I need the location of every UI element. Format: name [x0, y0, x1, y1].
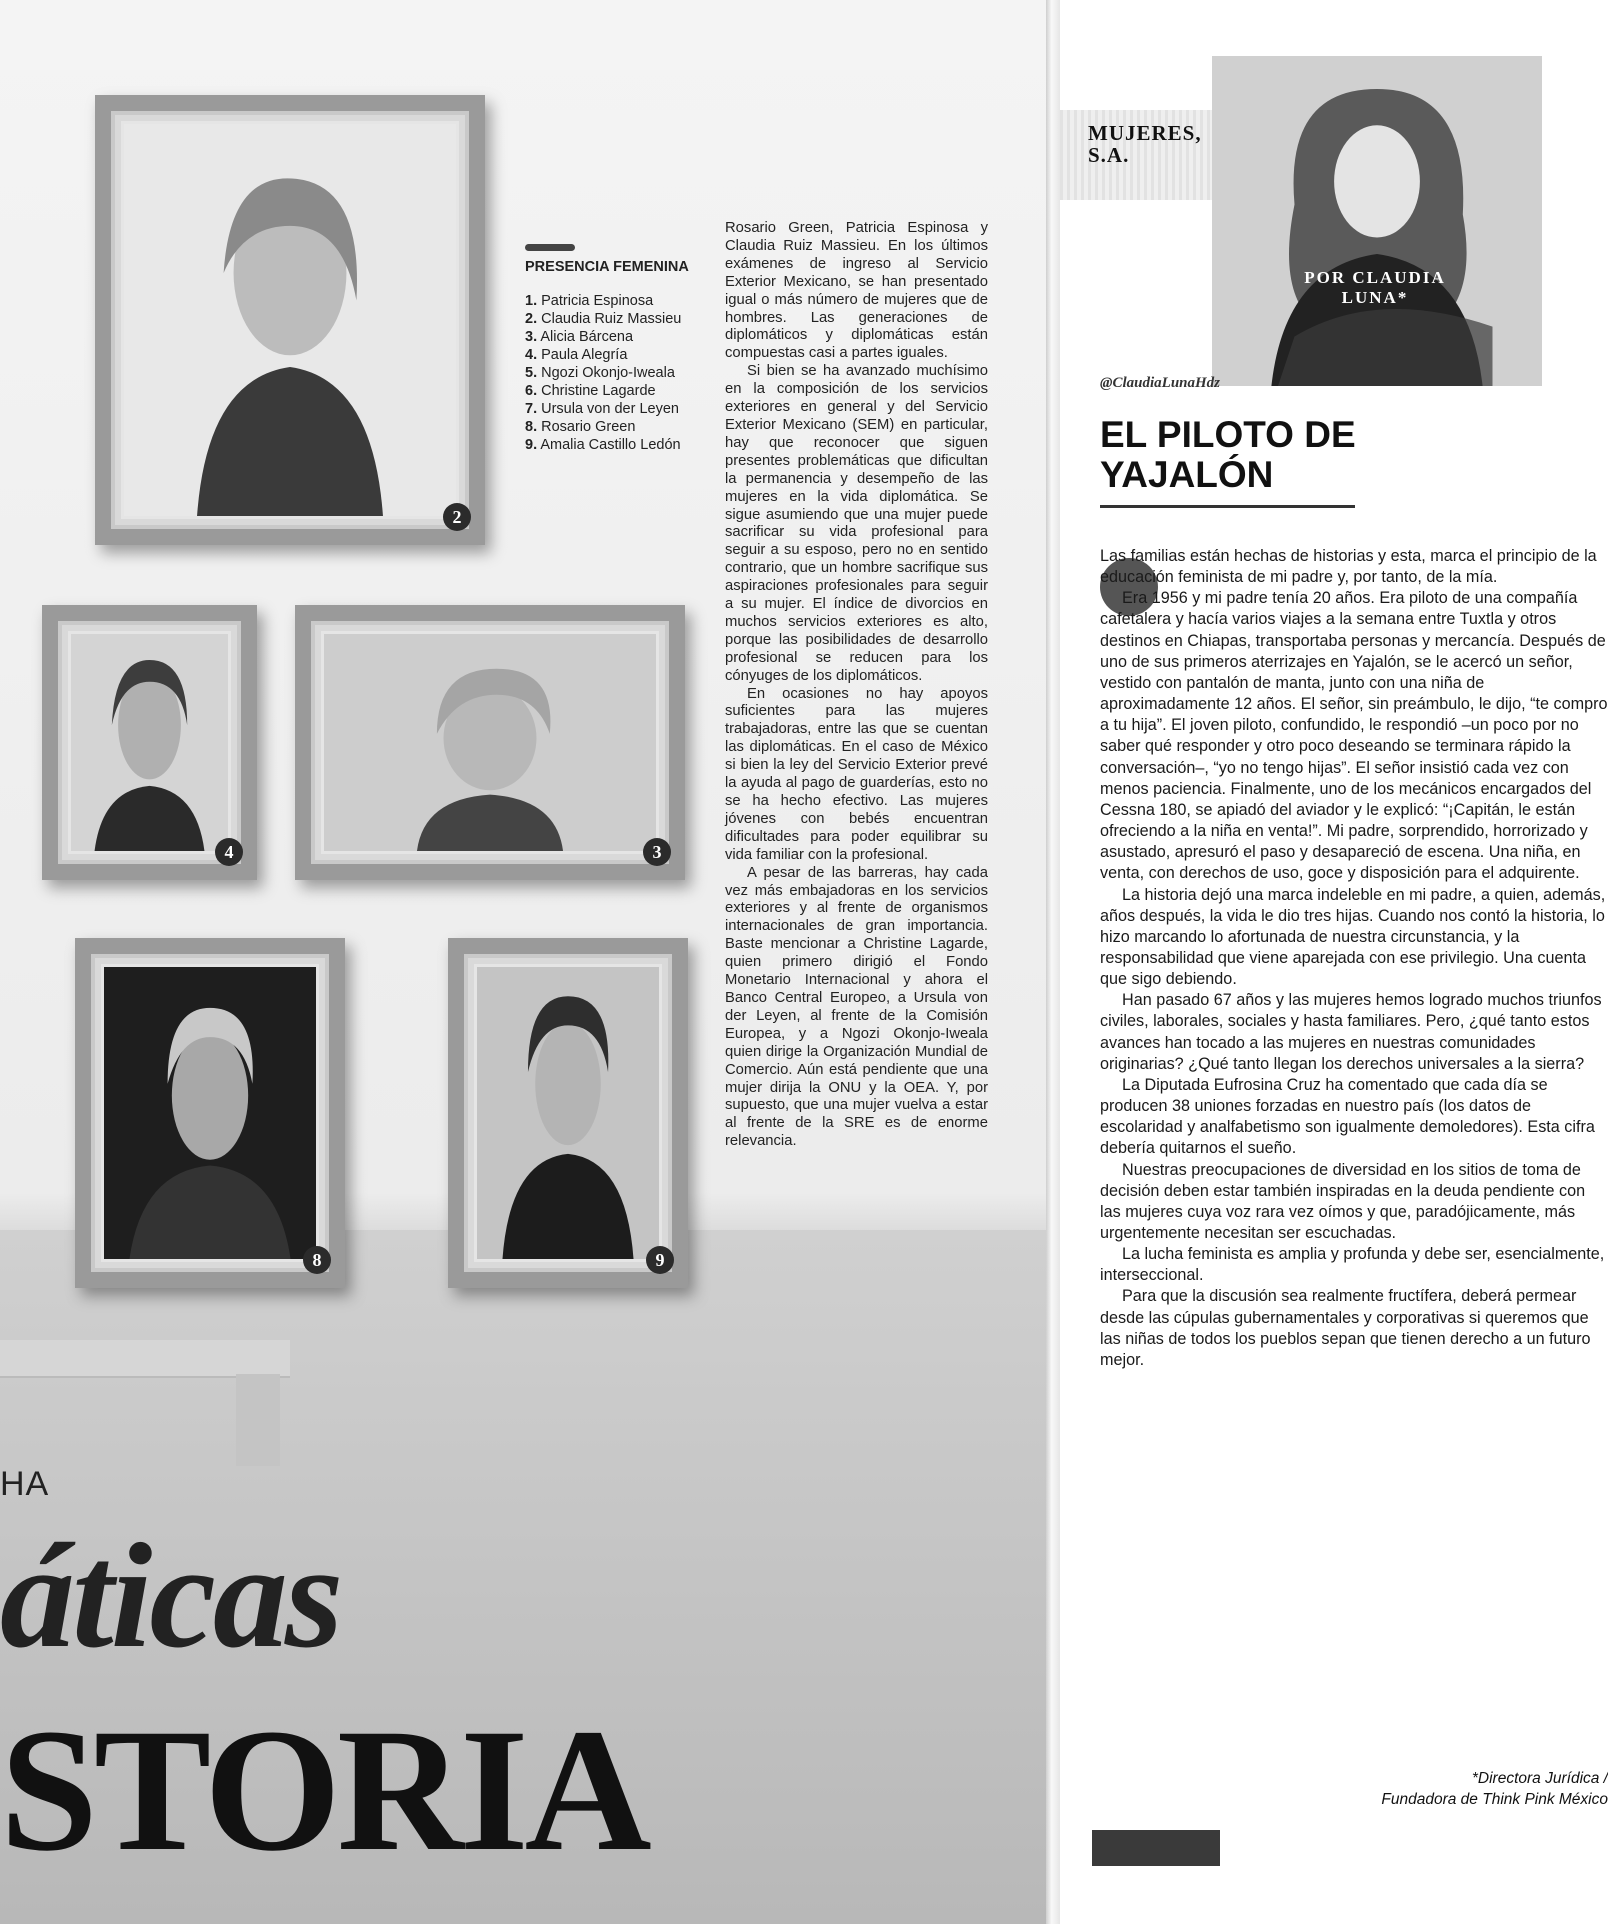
- portrait-frame-2: [95, 95, 485, 545]
- list-item: 2. Claudia Ruiz Massieu: [525, 311, 682, 327]
- title-rule: [1100, 505, 1355, 508]
- paragraph: A pesar de las barreras, hay cada vez más embajadoras en los servicios exteriores y al frente de organismos internacionales de gran importancia. Baste mencionar a Christine Lagarde, quien primero dirigió el Fondo Monetario Internacional y ahora el Banco Central Europeo, a Ursula von der Leyen, al frente de la Comisión Europea, y a Ngozi Okonjo-Iweala quien dirige la Organización Mundial de Comercio. Aún está pendiente que una mujer dirija la ONU y la OEA. Y, por supuesto, que una mujer vuelva a estar al frente de la SRE es de enorme relevancia.: [725, 864, 988, 1150]
- paragraph: Nuestras preocupaciones de diversidad en los sitios de toma de decisión deben estar también inspiradas en la deuda pendiente con las mujeres cuya voz rara vez oímos y que, paradójicamente, más urgentemente necesitan ser escuchadas.: [1100, 1160, 1586, 1242]
- paragraph: La Diputada Eufrosina Cruz ha comentado que cada día se producen 38 uniones forzadas en nuestro país (los datos de escolaridad y analfabetismo son igualmente demoledores). Esta cifra debería quitarnos el sueño.: [1100, 1075, 1595, 1158]
- list-item: 4. Paula Alegría: [525, 347, 628, 363]
- paragraph: Rosario Green, Patricia Espinosa y Claudia Ruiz Massieu. En los últimos exámenes de ingreso al Servicio Exterior Mexicano, se han presentado igual o más número de mujeres que de hombres. Las generaciones de diplomáticos y diplomáticas están compuestas casi a partes iguales.: [725, 220, 988, 362]
- gallery-bench: [0, 1340, 290, 1378]
- page-fold: [1046, 0, 1060, 1924]
- signature-line: *Directora Jurídica /: [1471, 1770, 1608, 1787]
- author-photo-icon: [1212, 56, 1542, 386]
- column-body: [1100, 546, 1608, 1371]
- paragraph: Para que la discusión sea realmente fructífera, deberá permear desde las cúpulas gubernamentales y corporativas si queremos que las niñas de todos los pueblos sepan que tienen derecho a un futuro mejor.: [1100, 1287, 1591, 1369]
- left-article-column: [725, 220, 988, 1151]
- frame-number: 3: [643, 838, 671, 866]
- lead-paragraph: Las familias están hechas de historias y esta, marca el principio de la educación feminista de mi padre y, por tanto, de la mía.: [1100, 547, 1597, 587]
- list-item: 6. Christine Lagarde: [525, 383, 656, 399]
- box-title: PRESENCIA FEMENINA: [525, 259, 689, 275]
- paragraph: Si bien se ha avanzado muchísimo en la composición de los servicios exteriores en general y del Servicio Exterior Mexicano (SEM) en particular, hay que reconocer que siguen presentes problemáticas que dificultan la permanencia y desempeño de las mujeres en la vida diplomática. Se sigue asumiendo que una mujer puede sacrificar su vida profesional para seguir a su esposo, pero no en sentido contrario, que un hombre sacrifique sus aspiraciones profesionales para seguir a su mujer. El índice de divorcios en muchos servicios exteriores es alto, porque las posibilidades de desarrollo profesional se reducen para los cónyuges de los diplomáticos.: [725, 363, 988, 684]
- portrait-icon: [477, 967, 659, 1259]
- headline-kicker: HA: [0, 1465, 50, 1503]
- author-signature: [1100, 1768, 1608, 1810]
- portrait-icon: [124, 124, 456, 516]
- box-accent-bar: [525, 244, 575, 251]
- paragraph: Han pasado 67 años y las mujeres hemos logrado muchos triunfos civiles, laborales, sociales y hasta familiares. Pero, ¿qué tanto estos avances han tocado a las mujeres en nuestras comunidades originarias? ¿Qué tanto llegan los derechos universales a la sierra?: [1100, 991, 1602, 1073]
- portrait-icon: [104, 967, 316, 1259]
- frame-number: 4: [215, 838, 243, 866]
- author-handle: @ClaudiaLunaHdz: [1100, 375, 1221, 391]
- portrait-frame-8: [75, 938, 345, 1288]
- list-item: 8. Rosario Green: [525, 419, 636, 435]
- author-portrait: [1212, 56, 1542, 386]
- paragraph: Era 1956 y mi padre tenía 20 años. Era piloto de una compañía cafetalera y hacía varios viajes a la semana entre Tuxtla y otros destinos en Chiapas, transportaba personas y mercancía. Después de uno de sus primeros aterrizajes en Yajalón, se le acercó un señor, vestido con pantalón de manta, junto con una niña de aproximadamente 12 años. El señor, sin preámbulo, le dijo, “te compro a tu hija”. El joven piloto, confundido, le respondió –un poco por no saber qué responder y otro poco deseando se terminara rápido la conversación–, “yo no tengo hijas”. El señor insistió cada vez con menos paciencia. Finalmente, uno de los mecánicos encargados del Cessna 180, se apiadó del aviador y le explicó: “¡Capitán, le están ofreciendo a la niña en venta!”. Mi padre, sorprendido, horrorizado y asustado, apresuró el paso y desapareció de escena. Una niña, en venta, con derechos de uso, goce y disposición para el adquirente.: [1100, 589, 1608, 883]
- paragraph: En ocasiones no hay apoyos suficientes para las mujeres trabajadoras, entre las que se cuentan las diplomáticas. En el caso de México si bien la ley del Servicio Exterior prevé la ayuda al pago de guarderías, esto no se ha hecho efectivo. Las mujeres jóvenes con bebés encuentran dificultades para poder equilibrar su vida familiar con la profesional.: [725, 685, 988, 863]
- column-title: EL PILOTO DE YAJALÓN: [1100, 414, 1356, 495]
- frame-number: 8: [303, 1246, 331, 1274]
- portrait-frame-4: [42, 605, 257, 880]
- presencia-femenina-box: [525, 244, 690, 454]
- headline-line-1: áticas: [0, 1513, 341, 1679]
- opinion-column-page: [1060, 0, 1608, 1924]
- portrait-icon: [324, 634, 656, 851]
- portrait-frame-3: [295, 605, 685, 880]
- list-item: 3. Alicia Bárcena: [525, 329, 634, 345]
- list-item: 9. Amalia Castillo Ledón: [525, 437, 681, 453]
- paragraph: La lucha feminista es amplia y profunda y debe ser, esencialmente, interseccional.: [1100, 1245, 1605, 1285]
- end-bar: [1092, 1830, 1220, 1866]
- headline-line-2: STORIA: [0, 1693, 648, 1888]
- names-list: [525, 292, 690, 454]
- frame-number: 9: [646, 1246, 674, 1274]
- portrait-icon: [71, 634, 228, 851]
- byline: POR CLAUDIA LUNA*: [1304, 268, 1446, 307]
- section-name: MUJERES, S.A.: [1088, 121, 1202, 167]
- list-item: 5. Ngozi Okonjo-Iweala: [525, 365, 675, 381]
- paragraph: La historia dejó una marca indeleble en mi padre, a quien, además, años después, la vida le dio tres hijas. Cuando nos contó la historia, lo hizo marcando lo afortunada de nuestra circunstancia, y la responsabilidad que viene aparejada con ese privilegio. Una cuenta que sigo debiendo.: [1100, 885, 1606, 989]
- frame-number: 2: [443, 503, 471, 531]
- gallery-bench-leg: [236, 1374, 280, 1466]
- portrait-frame-9: [448, 938, 688, 1288]
- list-item: 7. Ursula von der Leyen: [525, 401, 679, 417]
- list-item: 1. Patricia Espinosa: [525, 293, 654, 309]
- signature-line: Fundadora de Think Pink México: [1381, 1791, 1608, 1808]
